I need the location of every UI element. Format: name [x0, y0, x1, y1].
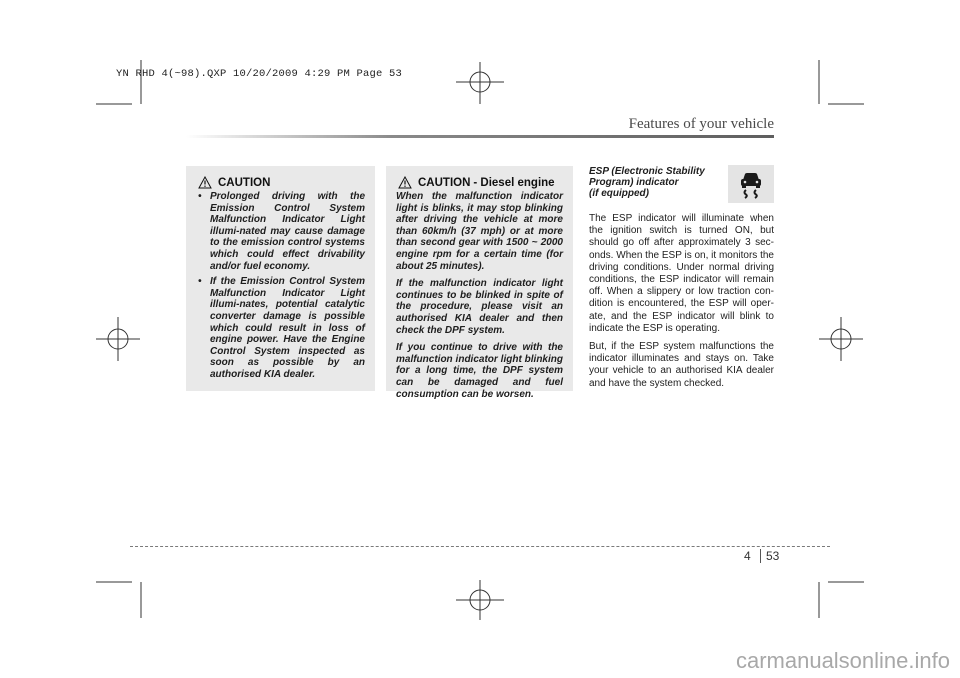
esp-heading-line: (if equipped) [589, 188, 649, 199]
skidding-car-icon [736, 169, 766, 199]
caution-paragraph: When the malfunction indicator light is blinks, it may stop blinking after driving the vehicle at more than 60km/h (37 mph) or at more than second gear with 1500 ~ 2000 engine rpm for a certain time (for about 25 minutes). [396, 191, 563, 272]
esp-body [589, 213, 774, 396]
caution-header [196, 176, 365, 189]
list-item: • If the Emission Control System Malfunction Indicator Light illumi-nates, potential catalytic converter damage is possible which could result in loss of engine power. Have the Engine Control System inspected as soon as possible by an authorised KIA dealer. [198, 276, 365, 380]
esp-heading [589, 166, 724, 199]
watermark: carmanualsonline.info [735, 648, 950, 673]
bullet-text: Prolonged driving with the Emission Control System Malfunction Indicator Light illumi-nated may cause damage to the emission control systems which could effect drivability and/or fuel economy. [210, 191, 365, 272]
caution-header [396, 176, 563, 189]
esp-heading-line: Program) indicator [589, 177, 679, 188]
caution-paragraph: If the malfunction indicator light continues to be blinked in spite of the procedure, please visit an authorised KIA dealer and then check the DPF system. [396, 278, 563, 336]
bullet-text: If the Emission Control System Malfunction Indicator Light illumi-nates, potential catalytic converter damage is possible which could result in loss of engine power. Have the Engine Control System inspected as soon as possible by an authorised KIA dealer. [210, 276, 365, 380]
chapter-number: 4 [744, 549, 751, 563]
page-number: 53 [766, 549, 780, 563]
esp-paragraph: But, if the ESP system malfunctions the indicator illuminates and stays on. Take your vehicle to an authorised KIA dealer and have the system checked. [589, 341, 774, 389]
esp-heading-line: ESP (Electronic Stability [589, 166, 705, 177]
caution-box-emission [186, 166, 375, 391]
esp-indicator-box [728, 165, 774, 203]
list-item: • Prolonged driving with the Emission Control System Malfunction Indicator Light illumi-nated may cause damage to the emission control systems which could effect drivability and/or fuel economy. [198, 191, 365, 272]
caution-bullet-list [196, 191, 365, 381]
page-number-divider [760, 549, 761, 563]
caution-title: CAUTION [218, 176, 271, 189]
caution-box-diesel [386, 166, 573, 400]
caution-paragraph: If you continue to drive with the malfunction indicator light blinking for a long time, the DPF system can be damaged and fuel consumption can be worsen. [396, 342, 563, 400]
print-slug: YN RHD 4(~98).QXP 10/20/2009 4:29 PM Page 53 [116, 68, 403, 80]
footer-rule [130, 546, 830, 547]
caution-title: CAUTION [418, 176, 471, 189]
section-title: Features of your vehicle [628, 116, 774, 132]
caution-subtitle: - Diesel engine [473, 176, 555, 189]
caution-body [396, 191, 563, 400]
esp-paragraph: The ESP indicator will illuminate when the ignition switch is turned ON, but should go off after approximately 3 sec-onds. When the ESP is on, it monitors the driving conditions. Under normal driving conditions, the ESP indicator will remain off. When a slippery or low traction con-dition is encountered, the ESP will oper-ate, and the ESP indicator will blink to indicate the ESP is operating. [589, 213, 774, 334]
warning-triangle-icon [398, 176, 412, 189]
warning-triangle-icon [198, 176, 212, 189]
header-rule [186, 135, 774, 138]
